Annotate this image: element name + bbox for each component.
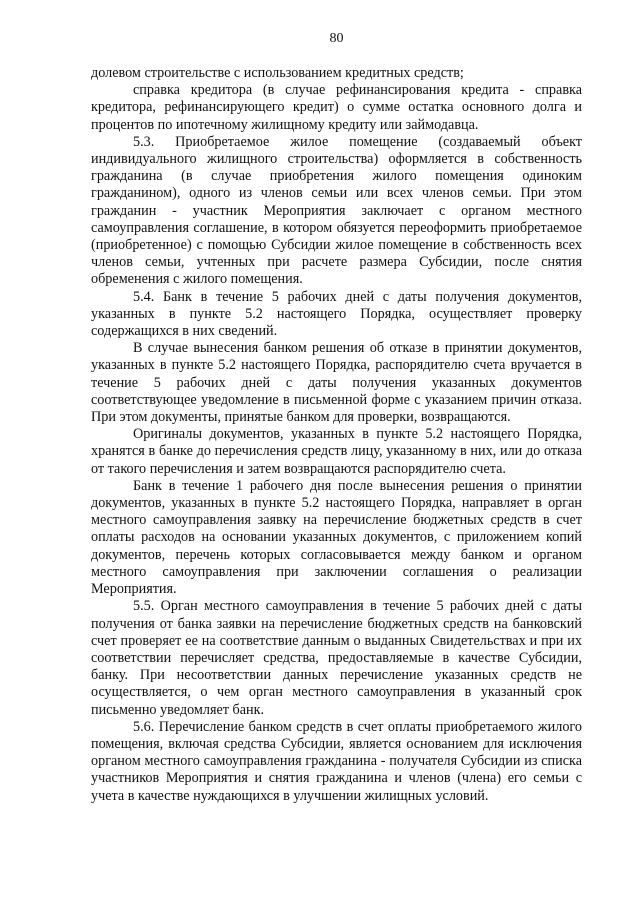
paragraph: справка кредитора (в случае рефинансирования кредита - справка кредитора, рефинансирующего кредит) о сумме остатка основного долга и процентов по ипотечному жилищному кредиту или займодавца. — [91, 82, 582, 133]
paragraph: В случае вынесения банком решения об отказе в принятии документов, указанных в пункте 5.2 настоящего Порядка, распорядителю счета вручается в течение 5 рабочих дней с даты получения указанных документов соответствующее уведомление в письменной форме с указанием причин отказа. При этом документы, принятые банком для проверки, возвращаются. — [91, 340, 582, 426]
paragraph: 5.6. Перечисление банком средств в счет оплаты приобретаемого жилого помещения, включая средства Субсидии, является основанием для исключения органом местного самоуправления гражданина - получателя Субсидии из списка участников Мероприятия и снятия гражданина и членов (члена) его семьи с учета в качестве нуждающихся в улучшении жилищных условий. — [91, 718, 582, 804]
paragraph: 5.4. Банк в течение 5 рабочих дней с даты получения документов, указанных в пункте 5.2 настоящего Порядка, осуществляет проверку содержащихся в них сведений. — [91, 288, 582, 340]
paragraph: 5.3. Приобретаемое жилое помещение (создаваемый объект индивидуального жилищного строительства) оформляется в собственность гражданина (в случае приобретения жилого помещения одиноким гражданином), одного из членов семьи или всех членов семьи. При этом гражданин - участник Мероприятия заключает с органом местного самоуправления соглашение, в котором обязуется переоформить приобретаемое (приобретенное) с помощью Субсидии жилое помещение в собственность всех членов семьи, учтенных при расчете размера Субсидии, после снятия обременения с жилого помещения. — [91, 133, 582, 288]
paragraph: долевом строительстве с использованием кредитных средств; — [91, 65, 464, 81]
document-body — [91, 65, 582, 805]
paragraph: Банк в течение 1 рабочего дня после вынесения решения о принятии документов, указанных в пункте 5.2 настоящего Порядка, направляет в орган местного самоуправления заявку на перечисление бюджетных средств в счет оплаты расходов на основании указанных документов, с приложением копий документов, перечень которых согласовывается между банком и органом местного самоуправления при заключении соглашения о реализации Мероприятия. — [91, 477, 582, 598]
paragraph: Оригиналы документов, указанных в пункте 5.2 настоящего Порядка, хранятся в банке до перечисления средств лицу, указанному в них, или до отказа от такого перечисления и затем возвращаются распорядителю счета. — [91, 426, 582, 477]
paragraph: 5.5. Орган местного самоуправления в течение 5 рабочих дней с даты получения от банка заявки на перечисление бюджетных средств на банковский счет проверяет ее на соответствие данным о выданных Свидетельствах и при их соответствии перечисляет средства, предоставляемые в качестве Субсидии, банку. При несоответствии данных перечисление указанных средств не осуществляется, о чем орган местного самоуправления в указанный срок письменно уведомляет банк. — [91, 598, 582, 718]
page-number: 80 — [329, 31, 344, 46]
